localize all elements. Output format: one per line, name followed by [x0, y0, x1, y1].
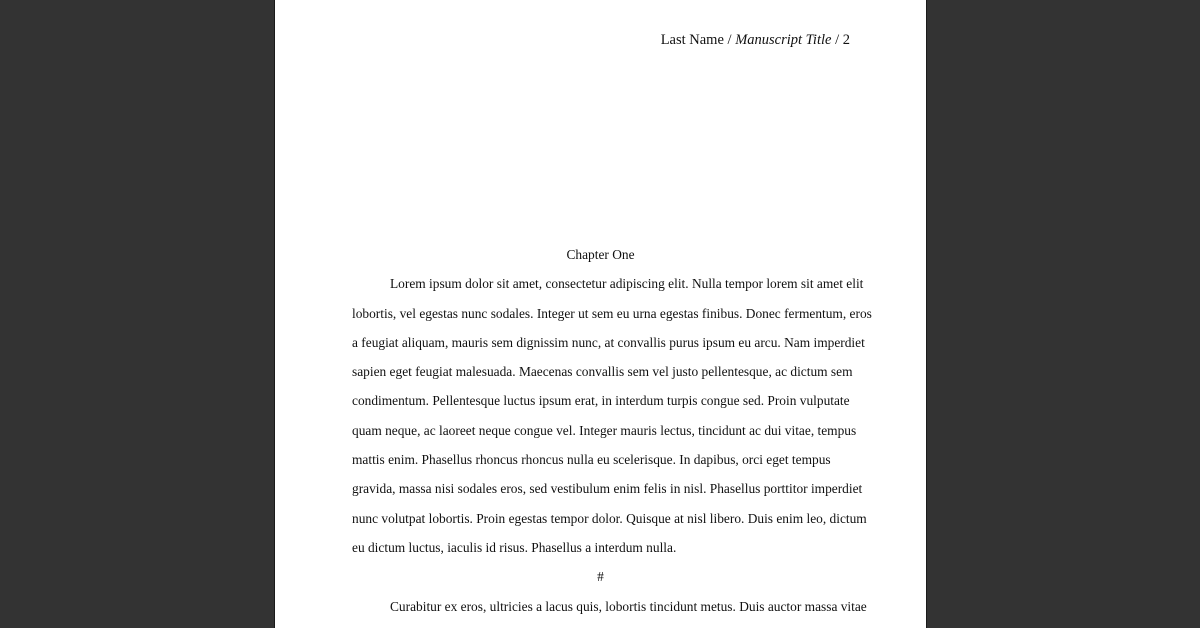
paragraph-line: gravida, massa nisi sodales eros, sed vestibulum enim felis in nisl. Phasellus porttitor imperdiet: [352, 481, 863, 497]
manuscript-page: [274, 0, 927, 628]
header-separator: /: [723, 32, 736, 48]
header-separator: /: [831, 32, 843, 48]
paragraph-line: eu dictum luctus, iaculis id risus. Phasellus a interdum nulla.: [352, 539, 677, 555]
paragraph-line: quam neque, ac laoreet neque congue vel. Integer mauris lectus, tincidunt ac dui vitae, tempus: [352, 422, 857, 438]
running-header: [661, 31, 850, 49]
paragraph-line: a feugiat aliquam, mauris sem dignissim nunc, at convallis purus ipsum eu arcu. Nam imperdiet: [352, 334, 865, 350]
header-author: Last Name: [660, 32, 724, 48]
paragraph-line: condimentum. Pellentesque luctus ipsum erat, in interdum turpis congue sed. Proin vulputate: [352, 393, 850, 409]
manuscript-body: [352, 240, 872, 621]
paragraph-line: lobortis, vel egestas nunc sodales. Integer ut sem eu urna egestas finibus. Donec fermentum, eros: [352, 305, 872, 321]
paragraph-line: Lorem ipsum dolor sit amet, consectetur adipiscing elit. Nulla tempor lorem sit amet elit: [390, 276, 864, 292]
paragraph-line: mattis enim. Phasellus rhoncus rhoncus nulla eu scelerisque. In dapibus, orci eget tempus: [352, 452, 831, 468]
paragraph: [352, 592, 867, 621]
paragraph-line: nunc volutpat lobortis. Proin egestas tempor dolor. Quisque at nisl libero. Duis enim leo, dictum: [352, 510, 867, 526]
scene-break: #: [597, 569, 604, 585]
header-manuscript-title: Manuscript Title: [735, 32, 832, 48]
paragraph: [352, 269, 872, 562]
header-page-number: 2: [842, 32, 850, 48]
chapter-heading: Chapter One: [566, 247, 635, 262]
paragraph-line: sapien eget feugiat malesuada. Maecenas convallis sem vel justo pellentesque, ac dictum sem: [352, 364, 853, 380]
paragraph-line: Curabitur ex eros, ultricies a lacus quis, lobortis tincidunt metus. Duis auctor massa vitae: [390, 598, 867, 614]
